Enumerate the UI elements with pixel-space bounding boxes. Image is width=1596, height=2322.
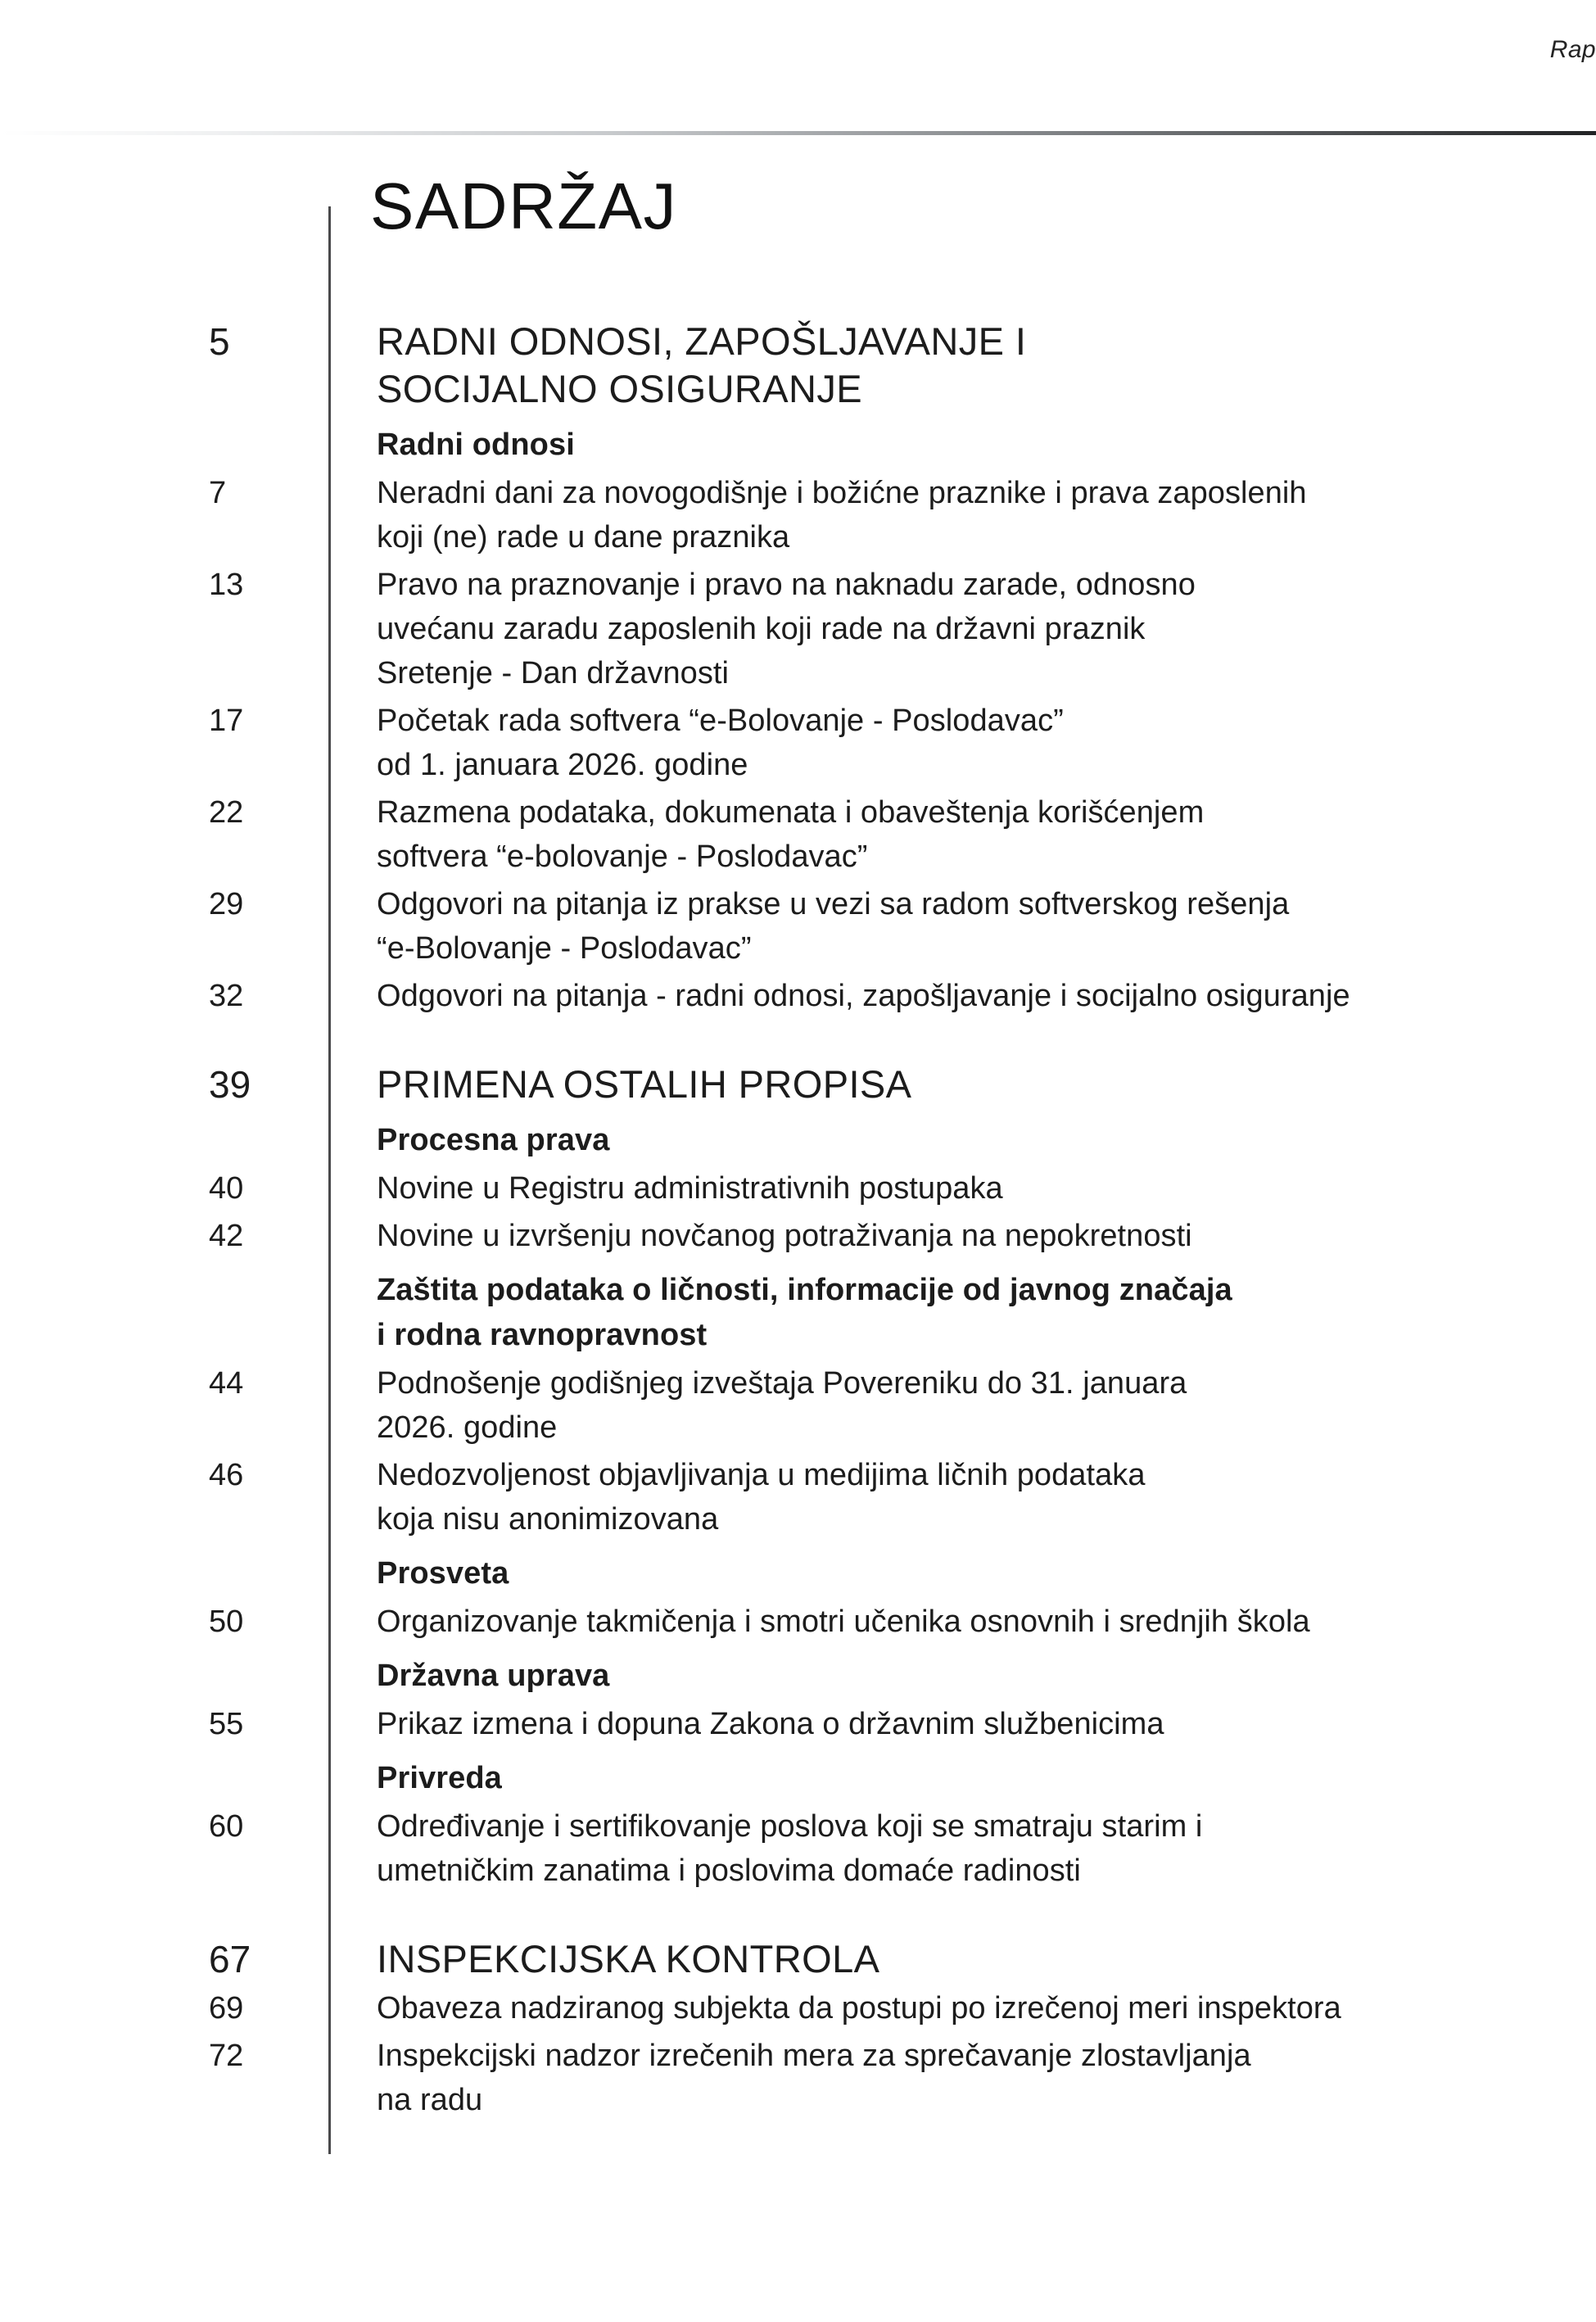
toc-subheading[interactable]	[0, 1756, 1596, 1801]
toc-section-5[interactable]	[0, 318, 1596, 413]
entry-page-number: 7	[209, 476, 227, 510]
entry-page-number: 72	[209, 2039, 244, 2073]
entry-page-number	[0, 1118, 256, 1163]
subheading-text: Zaštita podataka o ličnosti, informacije od javnog značaja i rodna ravnopravnost	[377, 1273, 1232, 1352]
entry-page-number: 55	[209, 1707, 244, 1741]
subheading-spacer	[0, 413, 1596, 423]
entry-page-number: 42	[209, 1219, 244, 1253]
section-page-number: 67	[209, 1938, 251, 1980]
toc-subheading[interactable]	[0, 423, 1596, 468]
entry-title: Odgovori na pitanja iz prakse u vezi sa radom softverskog rešenja “e-Bolovanje - Poslodavac”	[377, 887, 1290, 966]
entry-page-number: 44	[209, 1366, 244, 1401]
section-page-number: 5	[209, 320, 230, 363]
subheading-spacer	[0, 1258, 1596, 1268]
entry-page-number: 69	[209, 1991, 244, 2026]
entry-page-number: 13	[209, 568, 244, 602]
entry-page-number	[0, 1654, 256, 1699]
subheading-spacer	[0, 1644, 1596, 1654]
subheading-spacer	[0, 1108, 1596, 1118]
subheading-text: Privreda	[377, 1761, 502, 1795]
toc-entry-32[interactable]	[0, 974, 1596, 1018]
entry-title: Novine u Registru administrativnih postupaka	[377, 1171, 1003, 1206]
toc-subheading[interactable]	[0, 1118, 1596, 1163]
toc-entry-60[interactable]	[0, 1804, 1596, 1893]
entry-page-number	[0, 1756, 256, 1801]
toc-entry-29[interactable]	[0, 882, 1596, 971]
entry-title: Novine u izvršenju novčanog potraživanja na nepokretnosti	[377, 1219, 1192, 1253]
entry-page-number: 40	[209, 1171, 244, 1206]
toc-section-67[interactable]	[0, 1935, 1596, 1983]
entry-page-number: 50	[209, 1605, 244, 1639]
toc-section-39[interactable]	[0, 1061, 1596, 1108]
subheading-spacer	[0, 1541, 1596, 1551]
section-title: INSPEKCIJSKA KONTROLA	[377, 1937, 880, 1980]
entry-page-number: 29	[209, 887, 244, 921]
subheading-text: Radni odnosi	[377, 428, 575, 462]
page-title: SADRŽAJ	[370, 170, 677, 242]
entry-title: Prikaz izmena i dopuna Zakona o državnim službenicima	[377, 1707, 1164, 1741]
entry-page-number: 17	[209, 704, 244, 738]
entry-page-number	[0, 423, 256, 468]
entry-page-number: 32	[209, 979, 244, 1013]
entry-title: Određivanje i sertifikovanje poslova koji se smatraju starim i umetničkim zanatima i poslovima domaće radinosti	[377, 1809, 1203, 1888]
entry-title: Inspekcijski nadzor izrečenih mera za sprečavanje zlostavljanja na radu	[377, 2039, 1251, 2117]
toc-subheading[interactable]	[0, 1654, 1596, 1699]
toc-entry-46[interactable]	[0, 1453, 1596, 1541]
entry-page-number	[0, 1551, 256, 1596]
entry-title: Nedozvoljenost objavljivanja u medijima ličnih podataka koja nisu anonimizovana	[377, 1458, 1146, 1537]
entry-page-number: 22	[209, 795, 244, 830]
entry-title: Pravo na praznovanje i pravo na naknadu zarade, odnosno uvećanu zaradu zaposlenih koji rade na državni praznik Sretenje - Dan državnosti	[377, 568, 1196, 690]
entry-title: Odgovori na pitanja - radni odnosi, zapošljavanje i socijalno osiguranje	[377, 979, 1350, 1013]
toc-entry-40[interactable]	[0, 1166, 1596, 1211]
toc-entry-42[interactable]	[0, 1214, 1596, 1258]
section-title: PRIMENA OSTALIH PROPISA	[377, 1062, 912, 1106]
entry-title: Obaveza nadziranog subjekta da postupi po izrečenoj meri inspektora	[377, 1991, 1341, 2026]
entry-title: Početak rada softvera “e-Bolovanje - Poslodavac” od 1. januara 2026. godine	[377, 704, 1064, 782]
subheading-text: Prosveta	[377, 1556, 509, 1591]
entry-title: Podnošenje godišnjeg izveštaja Povereniku do 31. januara 2026. godine	[377, 1366, 1187, 1445]
toc-subheading[interactable]	[0, 1268, 1596, 1358]
toc-entry-7[interactable]	[0, 471, 1596, 559]
entry-page-number: 60	[209, 1809, 244, 1844]
entry-title: Neradni dani za novogodišnje i božićne praznike i prava zaposlenih koji (ne) rade u dane praznika	[377, 476, 1307, 554]
toc-entry-69[interactable]	[0, 1986, 1596, 2030]
subheading-text: Procesna prava	[377, 1123, 610, 1157]
entry-page-number	[0, 1268, 256, 1313]
toc-entry-72[interactable]	[0, 2034, 1596, 2122]
running-head-text: Rap	[1549, 36, 1596, 63]
section-page-number: 39	[209, 1063, 251, 1106]
toc-entry-44[interactable]	[0, 1361, 1596, 1450]
entry-title: Organizovanje takmičenja i smotri učenika osnovnih i srednjih škola	[377, 1605, 1310, 1639]
section-spacer	[0, 1018, 1596, 1061]
section-title: RADNI ODNOSI, ZAPOŠLJAVANJE I SOCIJALNO OSIGURANJE	[377, 319, 1027, 410]
subheading-text: Državna uprava	[377, 1659, 610, 1693]
section-spacer	[0, 1893, 1596, 1935]
toc-entry-17[interactable]	[0, 699, 1596, 787]
toc-entry-13[interactable]	[0, 563, 1596, 695]
entry-page-number: 46	[209, 1458, 244, 1492]
toc-entry-55[interactable]	[0, 1702, 1596, 1746]
toc-entry-22[interactable]	[0, 790, 1596, 879]
subheading-spacer	[0, 1746, 1596, 1756]
toc-subheading[interactable]	[0, 1551, 1596, 1596]
toc-entry-50[interactable]	[0, 1600, 1596, 1644]
toc-entry-list	[0, 318, 1596, 2122]
entry-title: Razmena podataka, dokumenata i obaveštenja korišćenjem softvera “e-bolovanje - Poslodavac”	[377, 795, 1205, 874]
